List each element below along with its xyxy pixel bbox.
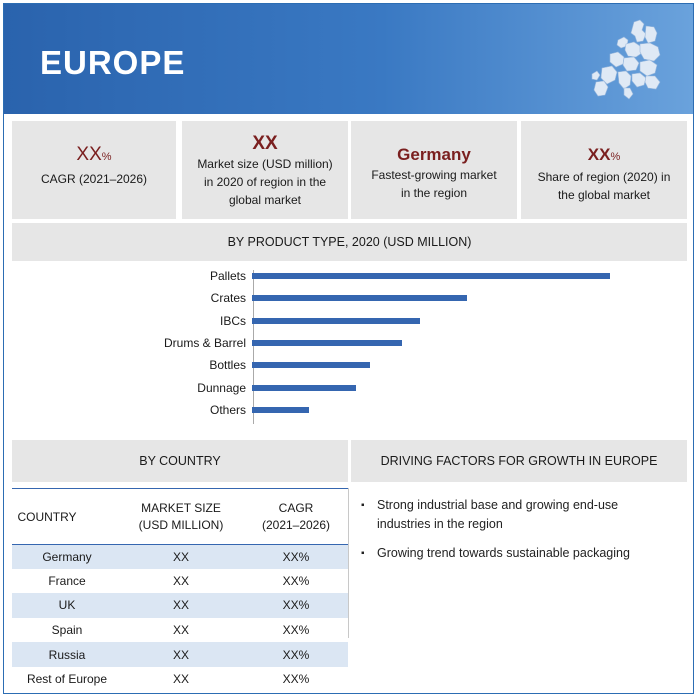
category-label: Others <box>209 402 246 417</box>
header-banner <box>4 4 693 114</box>
cell-country: Germany <box>42 549 92 564</box>
cell-country: Russia <box>48 647 86 662</box>
cell-cagr: XX% <box>282 647 310 662</box>
cell-cagr: XX% <box>282 573 310 588</box>
table-row <box>12 642 348 667</box>
category-label: Bottles <box>209 358 246 373</box>
driving-factors-list <box>361 496 681 573</box>
stat-share-of-region <box>521 121 687 219</box>
stat-label: Fastest-growing market in the region <box>371 168 497 200</box>
bullet-icon: ▪ <box>361 548 365 559</box>
table-row <box>12 667 348 692</box>
europe-map-icon <box>588 18 670 102</box>
table-row <box>12 593 348 618</box>
stat-value: XX% <box>76 144 112 165</box>
cell-size: XX <box>172 623 189 638</box>
table-row <box>12 569 348 594</box>
section-divider <box>348 488 349 638</box>
stat-label: Share of region (2020) in the global market <box>537 170 671 202</box>
region-title: EUROPE <box>40 44 186 81</box>
cell-size: XX <box>172 672 189 687</box>
column-header-cagr: CAGR (2021–2026) <box>261 501 331 532</box>
stat-label: Market size (USD million) in 2020 of region in the global market <box>197 157 333 207</box>
list-item: ▪ Strong industrial base and growing end-use industries in the region <box>361 498 619 531</box>
key-stats <box>12 121 687 219</box>
stat-cagr <box>12 121 176 219</box>
bar <box>252 295 467 301</box>
category-label: Crates <box>210 291 246 306</box>
table-header <box>12 488 348 544</box>
product-type-bar-chart <box>12 264 687 434</box>
cell-country: Spain <box>51 623 83 638</box>
cell-cagr: XX% <box>282 598 310 613</box>
cell-cagr: XX% <box>282 623 310 638</box>
cell-cagr: XX% <box>282 549 310 564</box>
list-item: ▪ Growing trend towards sustainable packaging <box>361 544 681 563</box>
category-label: Drums & Barrel <box>163 335 246 350</box>
bar <box>252 385 356 391</box>
bar <box>252 407 309 413</box>
table-body <box>12 544 348 692</box>
cell-cagr: XX% <box>282 672 310 687</box>
bullet-icon: ▪ <box>361 500 365 511</box>
country-section-title: BY COUNTRY <box>12 440 348 482</box>
stat-value: XX <box>252 133 278 154</box>
stat-label: CAGR (2021–2026) <box>40 172 148 186</box>
table-row <box>12 544 348 569</box>
bar <box>252 362 370 368</box>
bar <box>252 273 610 279</box>
chart-axis <box>253 270 254 424</box>
drivers-section-title: DRIVING FACTORS FOR GROWTH IN EUROPE <box>351 440 687 482</box>
cell-size: XX <box>172 598 189 613</box>
column-header-country: COUNTRY <box>17 509 77 524</box>
chart-title: BY PRODUCT TYPE, 2020 (USD MILLION) <box>12 223 687 261</box>
cell-country: Rest of Europe <box>26 672 108 687</box>
cell-country: UK <box>58 598 76 613</box>
stat-value: Germany <box>397 145 471 164</box>
stat-fastest-growing <box>351 121 517 219</box>
stat-value: XX% <box>587 145 621 164</box>
infographic-frame <box>3 3 694 694</box>
column-header-market-size: MARKET SIZE (USD MILLION) <box>138 501 224 532</box>
country-table <box>12 488 348 692</box>
stat-market-size <box>182 121 348 219</box>
cell-size: XX <box>172 573 189 588</box>
bar <box>252 340 402 346</box>
category-label: IBCs <box>219 313 246 328</box>
category-label: Pallets <box>209 269 246 283</box>
cell-size: XX <box>172 647 189 662</box>
category-label: Dunnage <box>197 380 246 395</box>
bar <box>252 318 420 324</box>
cell-country: France <box>48 573 86 588</box>
table-row <box>12 618 348 643</box>
cell-size: XX <box>172 549 189 564</box>
